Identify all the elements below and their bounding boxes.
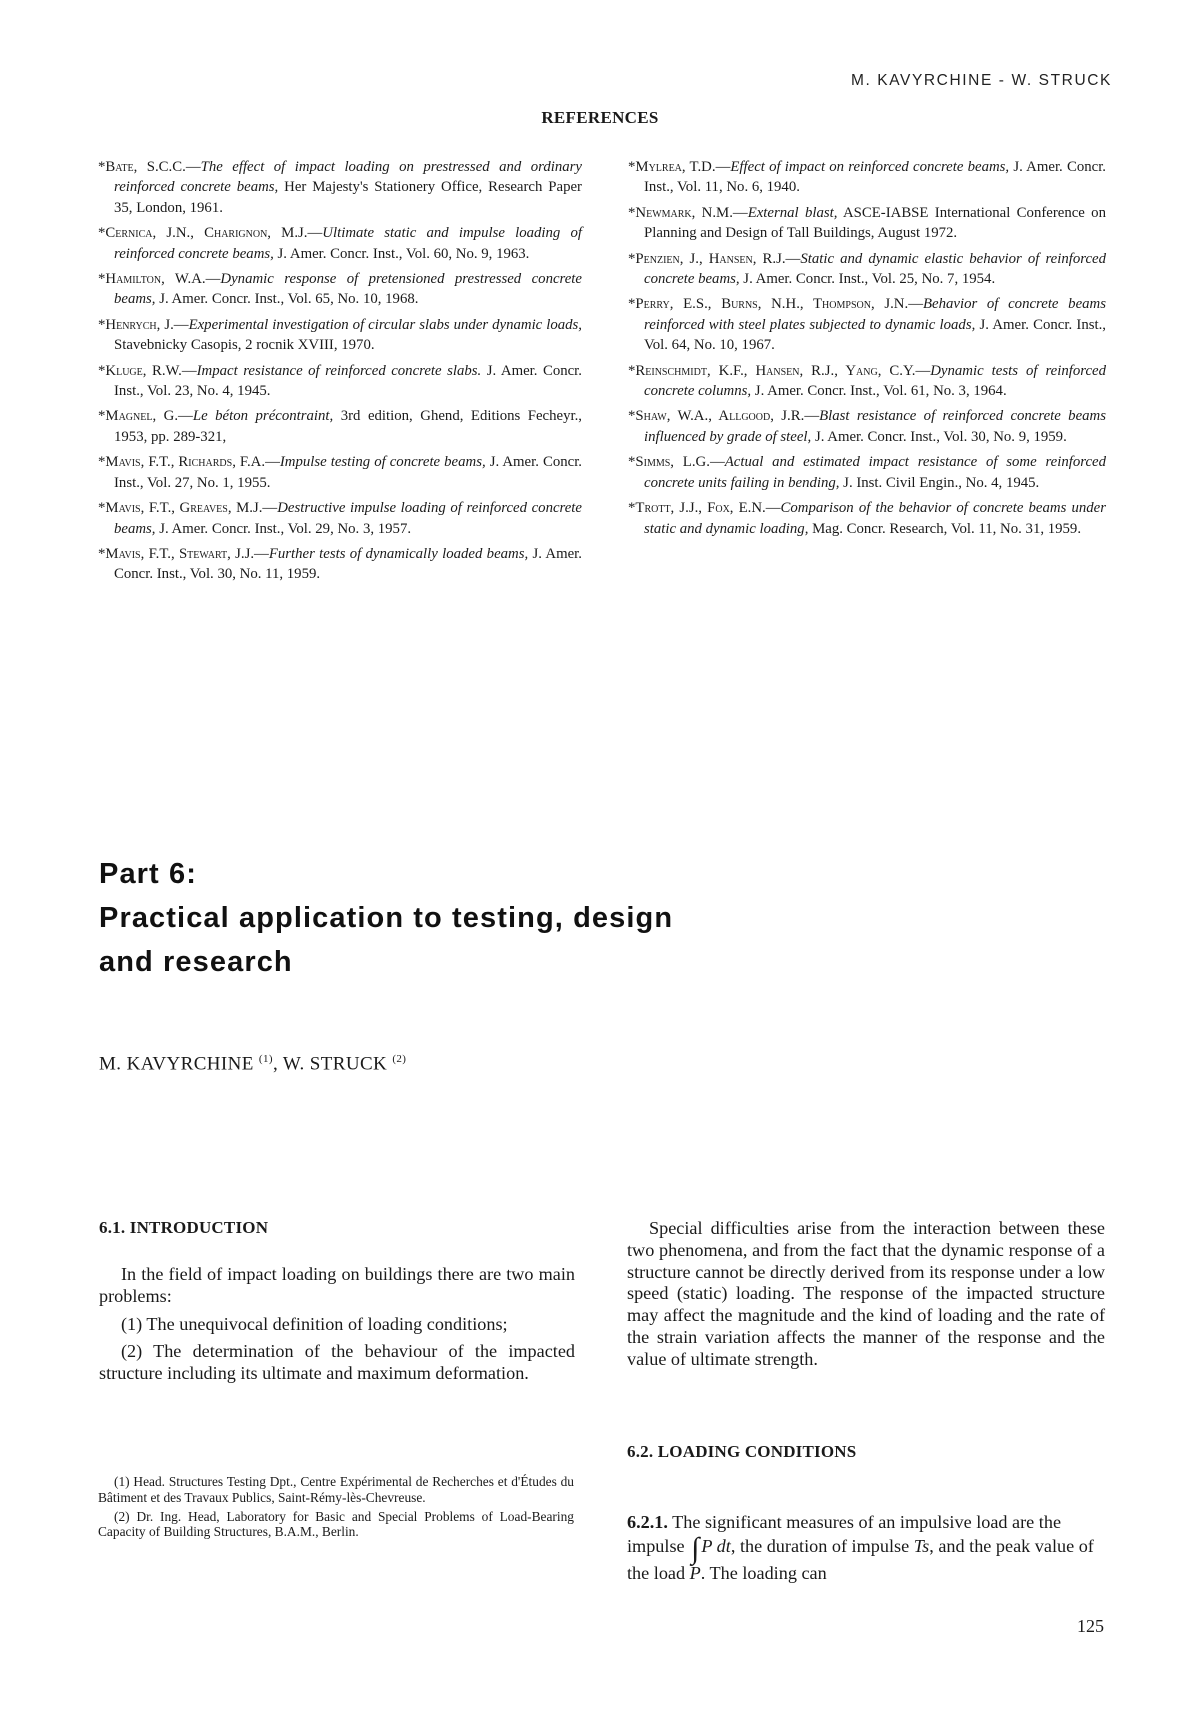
footnotes [98, 1474, 574, 1543]
author-name-1: M. KAVYRCHINE [99, 1053, 254, 1075]
reference-authors: Bate, S.C.C. [105, 159, 186, 175]
reference-dash: — [185, 159, 201, 175]
reference-title: Actual and estimated impact resistance of some reinforced concrete units failing in bending, [644, 454, 1106, 491]
reference-title: The effect of impact loading on prestressed and ordinary reinforced concrete beams, [114, 159, 582, 196]
reference-title: External blast, [747, 204, 838, 221]
reference-entry [628, 406, 1106, 447]
reference-marker: * [628, 362, 636, 379]
reference-entry [98, 406, 582, 447]
reference-dash: — [307, 225, 323, 242]
subsection-number: 6.2.1. [627, 1512, 668, 1532]
author-footnote-mark-2: (2) [392, 1053, 407, 1065]
reference-source: Stavebnicky Casopis, 2 rocnik XVIII, 1970. [114, 337, 375, 354]
right-column-text [627, 1218, 1105, 1377]
reference-dash: — [205, 271, 221, 288]
reference-dash: — [732, 204, 748, 221]
reference-source: J. Amer. Concr. Inst., Vol. 29, No. 3, 1957. [155, 520, 412, 537]
reference-source: 3rd edition, Ghend, Editions Fecheyr., 1953, pp. 289-321, [114, 408, 582, 445]
reference-marker: * [98, 159, 106, 175]
reference-marker: * [98, 316, 106, 333]
reference-source: Mag. Concr. Research, Vol. 11, No. 31, 1959. [808, 520, 1082, 537]
page-number: 125 [1077, 1616, 1104, 1636]
reference-title: Impulse testing of concrete beams, [279, 454, 486, 471]
reference-source: J. Amer. Concr. Inst., Vol. 27, No. 1, 1955. [114, 454, 582, 491]
intro-paragraph-3: (2) The determination of the behaviour of the impacted structure including its ultimate and maximum deformation. [99, 1341, 575, 1384]
footnote-2: (2) Dr. Ing. Head, Laboratory for Basic and Special Problems of Load-Bearing Capacity of Building Structures, B.A.M., Berlin. [98, 1508, 574, 1540]
reference-dash: — [265, 454, 280, 471]
reference-marker: * [98, 454, 106, 471]
references-right-column [628, 157, 1106, 544]
part-title-line-1: Practical application to testing, design [99, 902, 674, 934]
reference-marker: * [628, 204, 636, 221]
section-heading-loading-conditions: 6.2. LOADING CONDITIONS [627, 1442, 857, 1461]
reference-marker: * [628, 454, 636, 471]
reference-authors: Shaw, W.A., Allgood, J.R. [635, 408, 805, 425]
reference-entry [98, 452, 582, 493]
reference-authors: Trott, J.J., Fox, E.N. [635, 500, 766, 517]
reference-dash: — [254, 545, 269, 562]
reference-authors: Hamilton, W.A. [105, 271, 206, 288]
reference-authors: Kluge, R.W. [105, 362, 182, 379]
reference-source: J. Amer. Concr. Inst., Vol. 60, No. 9, 1963. [273, 245, 530, 262]
reference-title: Comparison of the behavior of concrete beams under static and dynamic loading, [644, 500, 1106, 537]
reference-entry [628, 157, 1106, 198]
intro-paragraph-2: (1) The unequivocal definition of loading conditions; [121, 1313, 508, 1334]
reference-authors: Mavis, F.T., Stewart, J.J. [105, 545, 255, 562]
reference-source: J. Amer. Concr. Inst., Vol. 30, No. 11, 1959. [114, 545, 582, 583]
reference-marker: * [628, 296, 636, 313]
reference-entry [628, 452, 1106, 493]
reference-entry [628, 361, 1106, 402]
reference-title: Dynamic response of pretensioned prestressed concrete beams, [114, 271, 582, 308]
reference-dash: — [785, 250, 801, 267]
reference-title: Impact resistance of reinforced concrete slabs. [196, 362, 482, 379]
reference-title: Experimental investigation of circular slabs under dynamic loads, [188, 316, 582, 333]
reference-title: Static and dynamic elastic behavior of reinforced concrete beams, [644, 250, 1106, 288]
part-title-line-2: and research [99, 946, 293, 978]
reference-dash: — [262, 500, 278, 517]
reference-entry [628, 294, 1106, 355]
reference-authors: Perry, E.S., Burns, N.H., Thompson, J.N. [635, 296, 909, 313]
authors-separator: , [272, 1053, 283, 1075]
reference-entry [628, 203, 1106, 244]
reference-title: Le béton précontraint, [192, 408, 334, 425]
reference-source: J. Amer. Concr. Inst., Vol. 64, No. 10, 1967. [644, 316, 1106, 354]
reference-marker: * [98, 362, 106, 379]
reference-entry [98, 315, 582, 356]
impulse-integrand: P dt [701, 1536, 731, 1556]
intro-paragraph-1: In the field of impact loading on buildings there are two main problems: [99, 1264, 575, 1306]
reference-marker: * [98, 408, 106, 425]
reference-authors: Magnel, G. [105, 408, 179, 425]
loading-text-end: . The loading can [700, 1563, 827, 1583]
reference-entry [98, 544, 582, 585]
part-number: Part 6: [99, 858, 197, 890]
running-head: M. KAVYRCHINE - W. STRUCK [850, 72, 1112, 89]
reference-marker: * [98, 225, 106, 242]
section-heading-introduction: 6.1. INTRODUCTION [99, 1218, 269, 1237]
reference-source: ASCE-IABSE International Conference on Planning and Design of Tall Buildings, August 1972. [644, 204, 1106, 242]
reference-authors: Cernica, J.N., Charignon, M.J. [105, 225, 308, 242]
loading-text-mid: , the duration of impulse [730, 1536, 914, 1556]
reference-dash: — [915, 362, 931, 379]
reference-entry [98, 498, 582, 539]
reference-source: J. Amer. Concr. Inst., Vol. 61, No. 3, 1964. [751, 383, 1007, 400]
reference-marker: * [628, 250, 636, 267]
reference-authors: Penzien, J., Hansen, R.J. [635, 250, 786, 267]
reference-source: J. Amer. Concr. Inst., Vol. 30, No. 9, 1959. [811, 428, 1067, 445]
right-paragraph-1: Special difficulties arise from the interaction between these two phenomena, and from the fact that the dynamic response of a structure cannot be directly derived from its response under a low speed (static) loading. The response of the impacted structure may affect the magnitude and the kind of loading and the rate of the strain variation affects the manner of the response and the value of ultimate strength. [627, 1218, 1105, 1369]
reference-dash: — [178, 408, 193, 425]
reference-authors: Simms, L.G. [635, 454, 710, 471]
reference-title: Destructive impulse loading of reinforced concrete beams, [114, 500, 582, 537]
reference-title: Dynamic tests of reinforced concrete columns, [644, 362, 1106, 400]
reference-authors: Mylrea, T.D. [635, 159, 716, 175]
reference-authors: Newmark, N.M. [635, 204, 733, 221]
reference-dash: — [709, 454, 725, 471]
reference-entry [98, 269, 582, 310]
loading-text-lead: The significant measures of an impulsive load are the impulse [627, 1512, 1062, 1556]
reference-marker: * [628, 500, 636, 517]
reference-dash: — [765, 500, 781, 517]
reference-entry [628, 498, 1106, 539]
author-footnote-mark-1: (1) [258, 1053, 273, 1065]
reference-source: J. Inst. Civil Engin., No. 4, 1945. [839, 474, 1040, 491]
reference-title: Ultimate static and impulse loading of reinforced concrete beams, [114, 225, 582, 262]
reference-authors: Henrych, J. [105, 316, 174, 333]
footnote-1: (1) Head. Structures Testing Dpt., Centre Expérimental de Recherches et d'Études du Bâtiment et des Travaux Publics, Saint-Rémy-lès-Chevreuse. [98, 1474, 574, 1505]
reference-entry [98, 223, 582, 264]
reference-dash: — [804, 408, 820, 425]
reference-source: J. Amer. Concr. Inst., Vol. 65, No. 10, 1968. [155, 291, 419, 308]
reference-entry [98, 361, 582, 402]
reference-title: Blast resistance of reinforced concrete beams influenced by grade of steel, [644, 408, 1106, 445]
part-heading [99, 852, 899, 984]
references-title: REFERENCES [541, 108, 659, 127]
reference-dash: — [173, 316, 189, 333]
reference-source: Her Majesty's Stationery Office, Research Paper 35, London, 1961. [114, 179, 582, 216]
reference-marker: * [628, 159, 636, 175]
reference-authors: Mavis, F.T., Greaves, M.J. [105, 500, 263, 517]
reference-source: J. Amer. Concr. Inst., Vol. 25, No. 7, 1954. [739, 271, 996, 288]
reference-authors: Reinschmidt, K.F., Hansen, R.J., Yang, C.Y. [635, 362, 916, 379]
reference-marker: * [628, 408, 636, 425]
reference-source: J. Amer. Concr. Inst., Vol. 23, No. 4, 1945. [114, 362, 582, 400]
reference-marker: * [98, 271, 106, 288]
reference-marker: * [98, 500, 106, 517]
reference-title: Behavior of concrete beams reinforced with steel plates subjected to dynamic loads, [644, 296, 1106, 333]
references-left-column [98, 157, 582, 590]
reference-marker: * [98, 545, 106, 562]
reference-entry [98, 157, 582, 218]
author-name-2: W. STRUCK [282, 1053, 388, 1075]
peak-load-symbol: P [689, 1563, 701, 1583]
duration-symbol: Ts [913, 1536, 930, 1556]
reference-dash: — [181, 362, 197, 379]
loading-paragraph [627, 1510, 1105, 1585]
reference-title: Effect of impact on reinforced concrete beams, [730, 159, 1010, 175]
reference-source: J. Amer. Concr. Inst., Vol. 11, No. 6, 1940. [644, 159, 1106, 196]
authors-line [99, 1053, 406, 1075]
reference-authors: Mavis, F.T., Richards, F.A. [105, 454, 266, 471]
reference-title: Further tests of dynamically loaded beams, [268, 545, 529, 562]
reference-dash: — [715, 159, 731, 175]
reference-entry [628, 249, 1106, 290]
loading-text-tail: , and the peak value of the load [627, 1536, 1094, 1583]
integral-sign-icon: ∫ [691, 1532, 700, 1565]
introduction-text [99, 1264, 575, 1391]
reference-dash: — [908, 296, 923, 313]
